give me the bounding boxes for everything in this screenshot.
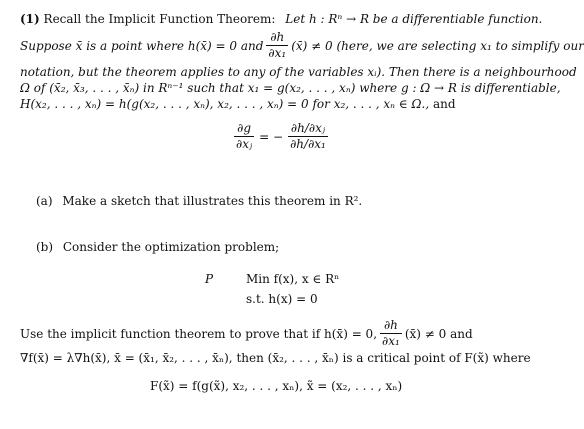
frac-dh-dx1-b (380, 318, 402, 349)
eq1-rhs-den: ∂h/∂x₁ (290, 137, 326, 151)
problem-number: (1) (20, 12, 40, 26)
frac-b-num: ∂h (380, 318, 402, 334)
line5-a: H(x₂, . . . , xₙ) = h(g(x₂, . . . , xₙ), x₂, . . . , xₙ) = 0 for x₂, . . . , xₙ ∈ Ω., (20, 97, 430, 111)
intro-text: Recall the Implicit Function Theorem: (43, 12, 276, 26)
eq1-lhs (234, 121, 254, 152)
part-a-text: Make a sketch that illustrates this theorem in R². (62, 194, 363, 208)
line5-b: and (432, 97, 456, 111)
intro-italic: Let h : Rⁿ → R be a differentiable function. (285, 12, 543, 26)
eq1-lhs-den: ∂xⱼ (236, 137, 253, 151)
part-a-label: (a) (36, 194, 53, 208)
line2-b: (x̄) ≠ 0 (here, we are selecting x₁ to simplify our (291, 38, 584, 53)
line-5 (20, 97, 456, 111)
frac-num: ∂h (266, 30, 288, 46)
eq1-mid: = − (259, 129, 284, 144)
eq1-lhs-num: ∂g (234, 121, 254, 137)
frac-dh-dx1 (266, 30, 288, 61)
line-2 (20, 30, 584, 61)
line-3: notation, but the theorem applies to any of the variables xᵢ). Then there is a neighbourhood (20, 65, 577, 79)
line-b1-a: Use the implicit function theorem to prove that if h(x̄) = 0, (20, 326, 378, 341)
frac-den: ∂x₁ (268, 46, 287, 60)
part-b (36, 240, 279, 254)
line-b2: ∇f(x̄) = λ∇h(x̄), x̄ = (x̄₁, x̄₂, . . . , x̄ₙ), then (x̄₂, . . . , x̄ₙ) is a critical point of F(x̃) where (20, 351, 531, 365)
line-b1 (20, 318, 473, 349)
equation-1 (234, 121, 328, 152)
line-4: Ω of (x̄₂, x̄₃, . . . , x̄ₙ) in Rⁿ⁻¹ such that x₁ = g(x₂, . . . , xₙ) where g : Ω → R is differentiable, (20, 81, 561, 95)
part-b-label: (b) (36, 240, 54, 254)
line-b1-b: (x̄) ≠ 0 and (404, 326, 473, 341)
opt-name: P (205, 272, 214, 286)
eq1-rhs-num: ∂h/∂xⱼ (288, 121, 328, 137)
frac-b-den: ∂x₁ (382, 334, 400, 348)
equation-2: F(x̃) = f(g(x̃), x₂, . . . , xₙ), x̃ = (x₂, . . . , xₙ) (150, 379, 403, 393)
part-b-text: Consider the optimization problem; (62, 240, 280, 254)
eq1-rhs (288, 121, 328, 152)
line2-a: Suppose x̄ is a point where h(x̄) = 0 and (20, 38, 264, 53)
opt-row-2: s.t. h(x) = 0 (246, 292, 318, 306)
opt-row-1: Min f(x), x ∈ Rⁿ (246, 272, 340, 286)
problem-header (20, 12, 542, 26)
part-a (36, 194, 362, 208)
